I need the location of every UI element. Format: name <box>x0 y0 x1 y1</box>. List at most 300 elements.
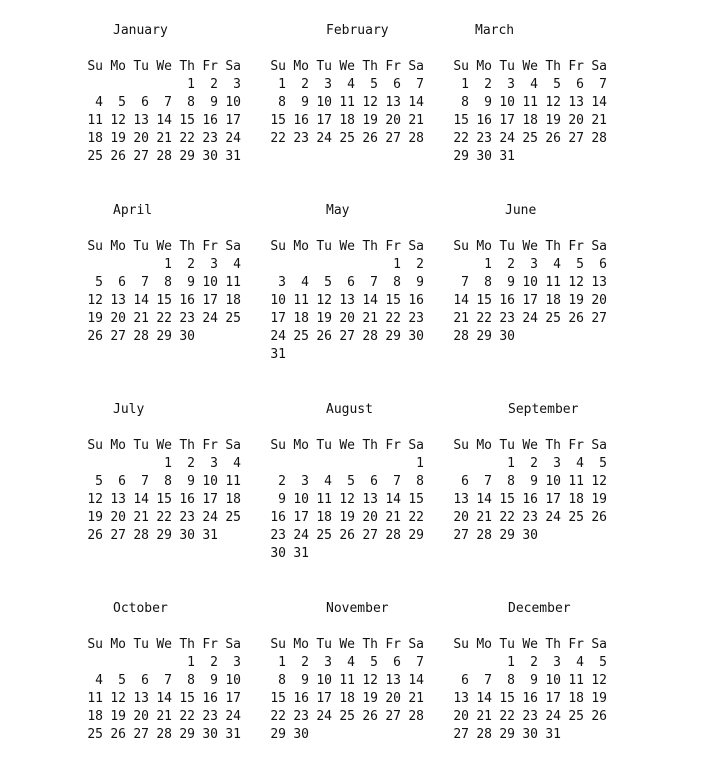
day-cell: 26 <box>110 149 126 164</box>
day-cell: 10 <box>545 673 561 688</box>
day-cell: 6 <box>347 275 355 290</box>
weekday-label: Mo <box>293 637 309 652</box>
day-cell <box>309 346 332 364</box>
day-cell <box>561 726 584 744</box>
day-cell: 17 <box>225 691 241 706</box>
weekday-header <box>263 238 424 256</box>
day-cell: 31 <box>293 546 309 561</box>
day-cell: 23 <box>522 709 538 724</box>
weekday-label: Fr <box>202 438 218 453</box>
month-grid <box>446 636 607 744</box>
day-cell: 18 <box>225 293 241 308</box>
day-cell: 30 <box>408 329 424 344</box>
day-cell: 17 <box>293 510 309 525</box>
day-cell: 30 <box>202 727 218 742</box>
week-row <box>80 527 241 545</box>
weekday-label: Su <box>453 438 469 453</box>
day-cell: 2 <box>484 77 492 92</box>
week-row <box>263 328 424 346</box>
day-cell <box>80 654 103 672</box>
day-cell: 21 <box>385 510 401 525</box>
day-cell: 2 <box>416 257 424 272</box>
day-cell <box>309 455 332 473</box>
day-cell <box>561 148 584 166</box>
day-cell: 9 <box>416 275 424 290</box>
day-cell: 22 <box>270 131 286 146</box>
day-cell: 2 <box>530 456 538 471</box>
day-cell: 7 <box>484 474 492 489</box>
day-cell: 26 <box>110 727 126 742</box>
day-cell: 8 <box>278 673 286 688</box>
day-cell: 13 <box>110 492 126 507</box>
day-cell: 5 <box>347 474 355 489</box>
day-cell: 17 <box>522 293 538 308</box>
weekday-label: We <box>156 239 172 254</box>
day-cell: 13 <box>133 113 149 128</box>
month-grid <box>263 437 424 563</box>
day-cell: 27 <box>339 329 355 344</box>
day-cell: 12 <box>339 492 355 507</box>
day-cell: 8 <box>461 95 469 110</box>
day-cell: 27 <box>110 528 126 543</box>
day-cell: 18 <box>87 131 103 146</box>
weekday-header <box>263 58 424 76</box>
day-cell: 23 <box>202 709 218 724</box>
weekday-label: We <box>156 59 172 74</box>
day-cell: 3 <box>301 474 309 489</box>
weekday-label: Mo <box>476 59 492 74</box>
day-cell: 28 <box>156 727 172 742</box>
day-cell: 6 <box>118 275 126 290</box>
weekday-label: Fr <box>202 239 218 254</box>
day-cell <box>195 328 218 346</box>
day-cell <box>332 346 355 364</box>
day-cell: 31 <box>270 347 286 362</box>
day-cell: 1 <box>278 77 286 92</box>
day-cell: 14 <box>476 691 492 706</box>
day-cell <box>126 76 149 94</box>
day-cell: 10 <box>293 492 309 507</box>
day-cell: 29 <box>156 329 172 344</box>
day-cell: 7 <box>416 77 424 92</box>
week-row <box>80 654 241 672</box>
day-cell <box>401 346 424 364</box>
week-row <box>80 76 241 94</box>
month-title: January <box>113 23 168 38</box>
weekday-label: Mo <box>293 438 309 453</box>
month-grid <box>446 437 607 545</box>
day-cell: 9 <box>210 673 218 688</box>
day-cell: 14 <box>133 293 149 308</box>
day-cell: 3 <box>233 77 241 92</box>
day-cell: 4 <box>301 275 309 290</box>
week-row <box>446 726 607 744</box>
day-cell: 19 <box>568 293 584 308</box>
day-cell: 29 <box>499 727 515 742</box>
day-cell: 12 <box>591 673 607 688</box>
week-row <box>80 328 241 346</box>
day-cell <box>126 455 149 473</box>
day-cell: 5 <box>118 673 126 688</box>
day-cell: 6 <box>576 77 584 92</box>
day-cell: 12 <box>87 293 103 308</box>
day-cell: 16 <box>522 492 538 507</box>
day-cell: 29 <box>408 528 424 543</box>
day-cell: 31 <box>202 528 218 543</box>
day-cell: 26 <box>591 709 607 724</box>
day-cell: 6 <box>393 77 401 92</box>
day-cell: 28 <box>591 131 607 146</box>
day-cell: 2 <box>507 257 515 272</box>
weekday-label: We <box>522 438 538 453</box>
day-cell: 15 <box>270 691 286 706</box>
day-cell: 5 <box>324 275 332 290</box>
day-cell: 7 <box>393 474 401 489</box>
week-row <box>263 545 424 563</box>
day-cell: 27 <box>133 727 149 742</box>
day-cell: 20 <box>110 510 126 525</box>
day-cell: 20 <box>453 510 469 525</box>
week-row <box>446 491 607 509</box>
weekday-label: Su <box>87 637 103 652</box>
day-cell: 1 <box>461 77 469 92</box>
weekday-label: Mo <box>476 637 492 652</box>
day-cell: 5 <box>599 456 607 471</box>
weekday-label: Tu <box>133 637 149 652</box>
day-cell: 21 <box>408 113 424 128</box>
weekday-label: Mo <box>110 637 126 652</box>
weekday-label: Th <box>362 239 378 254</box>
day-cell: 29 <box>179 149 195 164</box>
month-title: February <box>326 23 389 38</box>
day-cell: 22 <box>179 709 195 724</box>
week-row <box>80 491 241 509</box>
day-cell: 20 <box>362 510 378 525</box>
day-cell: 14 <box>362 293 378 308</box>
day-cell: 9 <box>187 275 195 290</box>
day-cell: 1 <box>278 655 286 670</box>
day-cell: 22 <box>270 709 286 724</box>
day-cell <box>332 545 355 563</box>
day-cell: 10 <box>316 95 332 110</box>
day-cell <box>355 256 378 274</box>
day-cell <box>218 328 241 346</box>
weekday-label: Tu <box>499 239 515 254</box>
day-cell: 17 <box>225 113 241 128</box>
day-cell: 30 <box>270 546 286 561</box>
day-cell: 19 <box>87 510 103 525</box>
day-cell: 6 <box>461 474 469 489</box>
day-cell: 22 <box>476 311 492 326</box>
month-title: August <box>326 402 373 417</box>
day-cell: 17 <box>202 293 218 308</box>
day-cell: 23 <box>270 528 286 543</box>
weekday-label: Fr <box>385 239 401 254</box>
day-cell: 15 <box>453 113 469 128</box>
day-cell <box>584 328 607 346</box>
day-cell: 12 <box>87 492 103 507</box>
day-cell <box>446 654 469 672</box>
day-cell: 3 <box>324 77 332 92</box>
weekday-label: Fr <box>385 438 401 453</box>
day-cell: 12 <box>568 275 584 290</box>
day-cell: 18 <box>339 691 355 706</box>
day-cell: 16 <box>499 293 515 308</box>
day-cell: 18 <box>568 492 584 507</box>
weekday-header <box>80 636 241 654</box>
day-cell: 10 <box>225 95 241 110</box>
weekday-label: We <box>522 239 538 254</box>
day-cell: 19 <box>362 113 378 128</box>
day-cell <box>446 455 469 473</box>
day-cell <box>103 654 126 672</box>
weekday-label: Fr <box>568 59 584 74</box>
day-cell: 30 <box>522 528 538 543</box>
day-cell: 2 <box>210 77 218 92</box>
month-grid <box>80 58 241 166</box>
day-cell: 24 <box>225 709 241 724</box>
day-cell: 20 <box>339 311 355 326</box>
weekday-label: Fr <box>202 59 218 74</box>
day-cell: 20 <box>591 293 607 308</box>
day-cell: 23 <box>293 709 309 724</box>
day-cell: 15 <box>179 113 195 128</box>
day-cell: 20 <box>453 709 469 724</box>
weekday-label: Fr <box>385 59 401 74</box>
weekday-label: We <box>156 637 172 652</box>
week-row <box>446 654 607 672</box>
week-row <box>446 672 607 690</box>
day-cell <box>355 346 378 364</box>
day-cell: 26 <box>545 131 561 146</box>
day-cell: 20 <box>133 131 149 146</box>
week-row <box>263 310 424 328</box>
week-row <box>446 310 607 328</box>
day-cell <box>263 455 286 473</box>
weekday-label: Sa <box>408 239 424 254</box>
day-cell: 6 <box>141 95 149 110</box>
day-cell: 8 <box>484 275 492 290</box>
week-row <box>446 527 607 545</box>
day-cell: 18 <box>339 113 355 128</box>
day-cell: 16 <box>293 113 309 128</box>
day-cell: 23 <box>293 131 309 146</box>
day-cell: 16 <box>202 691 218 706</box>
day-cell <box>538 328 561 346</box>
weekday-header <box>80 58 241 76</box>
day-cell: 10 <box>270 293 286 308</box>
day-cell: 1 <box>416 456 424 471</box>
weekday-label: Tu <box>133 59 149 74</box>
day-cell <box>149 76 172 94</box>
weekday-label: Tu <box>316 438 332 453</box>
day-cell <box>355 726 378 744</box>
weekday-label: We <box>339 239 355 254</box>
day-cell: 9 <box>530 673 538 688</box>
day-cell: 19 <box>87 311 103 326</box>
day-cell: 24 <box>522 311 538 326</box>
day-cell: 4 <box>95 673 103 688</box>
day-cell: 1 <box>187 77 195 92</box>
week-row <box>263 509 424 527</box>
day-cell: 3 <box>324 655 332 670</box>
week-row <box>446 292 607 310</box>
day-cell: 5 <box>553 77 561 92</box>
weekday-header <box>80 238 241 256</box>
weekday-label: Fr <box>202 637 218 652</box>
weekday-label: Mo <box>110 239 126 254</box>
day-cell <box>263 256 286 274</box>
day-cell: 20 <box>133 709 149 724</box>
day-cell <box>126 654 149 672</box>
day-cell: 3 <box>278 275 286 290</box>
day-cell: 11 <box>545 275 561 290</box>
day-cell: 14 <box>133 492 149 507</box>
day-cell: 15 <box>385 293 401 308</box>
weekday-label: Mo <box>293 59 309 74</box>
day-cell: 7 <box>164 673 172 688</box>
day-cell: 15 <box>156 492 172 507</box>
day-cell: 3 <box>210 456 218 471</box>
day-cell: 11 <box>339 673 355 688</box>
weekday-label: Tu <box>316 637 332 652</box>
day-cell: 30 <box>293 727 309 742</box>
weekday-label: Th <box>179 637 195 652</box>
day-cell: 15 <box>270 113 286 128</box>
day-cell: 10 <box>202 474 218 489</box>
day-cell <box>355 455 378 473</box>
weekday-label: Th <box>545 637 561 652</box>
day-cell: 15 <box>156 293 172 308</box>
weekday-header <box>446 238 607 256</box>
day-cell: 27 <box>453 528 469 543</box>
day-cell: 28 <box>133 329 149 344</box>
day-cell: 23 <box>522 510 538 525</box>
day-cell <box>103 455 126 473</box>
day-cell: 25 <box>568 510 584 525</box>
day-cell: 9 <box>484 95 492 110</box>
weekday-label: We <box>522 59 538 74</box>
day-cell: 16 <box>522 691 538 706</box>
day-cell: 14 <box>408 673 424 688</box>
day-cell: 27 <box>385 709 401 724</box>
day-cell <box>584 527 607 545</box>
week-row <box>263 274 424 292</box>
day-cell: 29 <box>179 727 195 742</box>
day-cell: 1 <box>393 257 401 272</box>
weekday-label: Th <box>179 438 195 453</box>
day-cell: 29 <box>156 528 172 543</box>
day-cell: 1 <box>164 456 172 471</box>
day-cell: 13 <box>453 691 469 706</box>
day-cell: 25 <box>339 709 355 724</box>
day-cell: 14 <box>385 492 401 507</box>
weekday-label: Th <box>362 438 378 453</box>
day-cell: 22 <box>385 311 401 326</box>
day-cell: 30 <box>179 528 195 543</box>
weekday-label: Tu <box>133 239 149 254</box>
week-row <box>446 112 607 130</box>
day-cell: 4 <box>233 257 241 272</box>
day-cell: 7 <box>164 95 172 110</box>
weekday-header <box>446 437 607 455</box>
day-cell <box>469 654 492 672</box>
day-cell: 25 <box>339 131 355 146</box>
day-cell: 28 <box>453 329 469 344</box>
day-cell: 5 <box>576 257 584 272</box>
day-cell: 23 <box>179 311 195 326</box>
day-cell: 24 <box>316 131 332 146</box>
day-cell: 27 <box>385 131 401 146</box>
day-cell: 22 <box>179 131 195 146</box>
day-cell: 4 <box>95 95 103 110</box>
weekday-label: Sa <box>408 637 424 652</box>
day-cell: 15 <box>408 492 424 507</box>
day-cell: 8 <box>187 95 195 110</box>
day-cell: 25 <box>293 329 309 344</box>
week-row <box>80 690 241 708</box>
day-cell: 31 <box>225 727 241 742</box>
day-cell: 10 <box>316 673 332 688</box>
day-cell: 1 <box>187 655 195 670</box>
week-row <box>263 292 424 310</box>
week-row <box>80 148 241 166</box>
day-cell <box>378 545 401 563</box>
day-cell: 30 <box>476 149 492 164</box>
day-cell: 30 <box>202 149 218 164</box>
weekday-label: Su <box>270 637 286 652</box>
weekday-header <box>446 58 607 76</box>
day-cell: 20 <box>385 691 401 706</box>
weekday-label: Sa <box>408 438 424 453</box>
week-row <box>263 346 424 364</box>
week-row <box>446 455 607 473</box>
day-cell: 23 <box>179 510 195 525</box>
weekday-label: Sa <box>225 637 241 652</box>
day-cell <box>446 256 469 274</box>
day-cell: 9 <box>507 275 515 290</box>
day-cell: 21 <box>133 311 149 326</box>
day-cell: 26 <box>362 709 378 724</box>
day-cell <box>561 328 584 346</box>
day-cell: 24 <box>545 510 561 525</box>
day-cell: 23 <box>499 311 515 326</box>
day-cell: 11 <box>568 474 584 489</box>
day-cell: 28 <box>385 528 401 543</box>
day-cell: 6 <box>461 673 469 688</box>
day-cell: 2 <box>187 456 195 471</box>
day-cell: 4 <box>347 655 355 670</box>
day-cell: 2 <box>530 655 538 670</box>
day-cell: 8 <box>507 474 515 489</box>
day-cell: 12 <box>591 474 607 489</box>
day-cell: 25 <box>225 510 241 525</box>
day-cell: 21 <box>453 311 469 326</box>
day-cell: 24 <box>545 709 561 724</box>
week-row <box>446 256 607 274</box>
day-cell: 8 <box>164 275 172 290</box>
month-grid <box>446 238 607 346</box>
day-cell: 15 <box>476 293 492 308</box>
day-cell: 6 <box>370 474 378 489</box>
day-cell: 4 <box>233 456 241 471</box>
day-cell: 19 <box>545 113 561 128</box>
weekday-label: Mo <box>476 239 492 254</box>
day-cell: 12 <box>362 673 378 688</box>
day-cell: 16 <box>179 492 195 507</box>
day-cell: 5 <box>95 474 103 489</box>
day-cell: 12 <box>545 95 561 110</box>
